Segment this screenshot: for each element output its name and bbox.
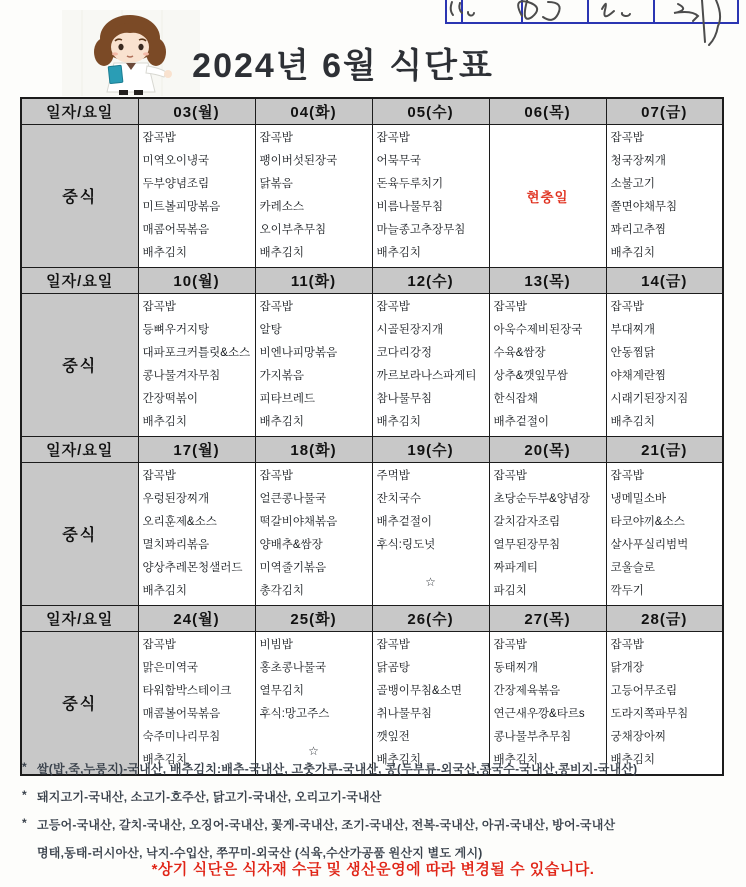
menu-item: 양배추&쌈장 [259,538,323,551]
menu-item: 닭개장 [610,661,644,674]
menu-item: 돈육두루치기 [376,177,444,190]
week-3-menu-row [21,462,723,605]
date-header: 19(수) [372,436,489,462]
menu-item: 총각김치 [259,584,304,597]
menu-item: 잡곡밥 [610,469,644,482]
menu-item: 후식:망고주스 [259,707,330,720]
week-1-date-header-row [21,98,723,124]
menu-item: 잡곡밥 [259,469,293,482]
menu-item: 잡곡밥 [142,131,176,144]
menu-item: 팽이버섯된장국 [259,154,338,167]
date-header: 27(목) [489,605,606,631]
menu-item: 부대찌개 [610,323,655,336]
menu-item: 떡갈비야채볶음 [259,515,338,528]
date-day-corner-label: 일자/요일 [21,267,138,293]
menu-cell [489,293,606,436]
date-header: 04(화) [255,98,372,124]
menu-cell [606,631,723,775]
date-header: 06(목) [489,98,606,124]
menu-cell [138,124,255,267]
menu-item: 갈치감자조림 [493,515,561,528]
menu-item: 배추김치 [142,753,187,766]
menu-item: 콩나물겨자무침 [142,369,221,382]
menu-item: 잡곡밥 [493,469,527,482]
menu-item: 배추김치 [376,246,421,259]
menu-item: 잡곡밥 [610,300,644,313]
menu-item: 연근새우깡&타르s [493,707,585,720]
menu-item: 배추김치 [610,415,655,428]
date-header: 10(월) [138,267,255,293]
date-day-corner-label: 일자/요일 [21,605,138,631]
change-notice: *상기 식단은 식자재 수급 및 생산운영에 따라 변경될 수 있습니다. [151,861,595,878]
footnote-line [22,788,738,816]
date-header: 21(금) [606,436,723,462]
menu-item: 주먹밥 [376,469,410,482]
week-4-menu-row [21,631,723,775]
menu-item: 잡곡밥 [610,638,644,651]
date-header: 07(금) [606,98,723,124]
menu-item: 등뼈우거지탕 [142,323,210,336]
footnote-line [22,816,738,844]
menu-item: 홍초콩나물국 [259,661,327,674]
menu-item: 잡곡밥 [376,131,410,144]
menu-item: 우렁된장찌개 [142,492,210,505]
menu-item: 배추김치 [610,246,655,259]
menu-cell [489,124,606,267]
menu-item: 초당순두부&양념장 [493,492,591,505]
menu-item: 잡곡밥 [493,300,527,313]
menu-cell [606,293,723,436]
menu-item: 비름나물무침 [376,200,444,213]
week-3-date-header-row [21,436,723,462]
footnote-bullet: * [22,760,27,774]
menu-item: 깍두기 [610,584,644,597]
menu-item: 매콤볼어묵볶음 [142,707,221,720]
date-header: 05(수) [372,98,489,124]
footnote-line [22,760,738,788]
menu-item: 배추김치 [142,415,187,428]
footnote-text: 돼지고기-국내산, 소고기-호주산, 닭고기-국내산, 오리고기-국내산 [37,790,382,804]
menu-cell [606,462,723,605]
menu-item: 깻잎전 [376,730,410,743]
menu-item: 동태찌개 [493,661,538,674]
menu-item: 파김치 [493,584,527,597]
menu-item: 어묵무국 [376,154,421,167]
menu-item: 잡곡밥 [142,300,176,313]
menu-item: 두부양념조림 [142,177,210,190]
date-day-corner-label: 일자/요일 [21,436,138,462]
menu-item: 타코야끼&소스 [610,515,685,528]
meal-label: 중식 [21,462,138,605]
star-symbol: ☆ [425,574,436,589]
menu-item: 멸치꽈리볶음 [142,538,210,551]
approval-cell-divider [521,0,523,22]
menu-cell [372,631,489,775]
menu-item: 고등어무조림 [610,684,678,697]
menu-item: 잡곡밥 [610,131,644,144]
approval-cell-divider [587,0,589,22]
menu-item: 맑은미역국 [142,661,199,674]
menu-item: 도라지쪽파무침 [610,707,689,720]
week-4-date-header-row [21,605,723,631]
menu-item: 비엔나피망볶음 [259,346,338,359]
menu-item: 배추김치 [376,415,421,428]
week-1-menu-row [21,124,723,267]
menu-cell [138,631,255,775]
menu-item: 잡곡밥 [259,300,293,313]
menu-item: 양상추레몬청샐러드 [142,561,243,574]
meal-label: 중식 [21,293,138,436]
menu-item: 후식:링도넛 [376,538,436,551]
menu-item: 배추김치 [610,753,655,766]
menu-item: 배추겉절이 [493,415,550,428]
menu-cell [372,462,489,605]
menu-item: 아욱수제비된장국 [493,323,583,336]
menu-item: 비빔밥 [259,638,293,651]
menu-item: 취나물무침 [376,707,433,720]
week-2-date-header-row [21,267,723,293]
menu-item: 잡곡밥 [376,300,410,313]
date-header: 11(화) [255,267,372,293]
menu-item: 야채계란찜 [610,369,667,382]
menu-item: 상추&깻잎무쌈 [493,369,568,382]
menu-item: 배추김치 [493,753,538,766]
date-header: 28(금) [606,605,723,631]
approval-stamp-box [445,0,739,24]
menu-item: 매콤어묵볶음 [142,223,210,236]
menu-item: 미역오이냉국 [142,154,210,167]
menu-item: 한식잡채 [493,392,538,405]
menu-item: 배추김치 [142,584,187,597]
page-title: 2024년 6월 식단표 [192,47,494,85]
menu-item: 쫄면야채무침 [610,200,678,213]
menu-item: 배추김치 [259,246,304,259]
footnote-text: 쌀(밥,죽,누룽지)-국내산, 배추김치:배추-국내산, 고춧가루-국내산, 콩(두부류-외국산,콩국수-국내산,콩비지-국내산) [37,762,638,776]
date-header: 20(목) [489,436,606,462]
menu-item: 수육&쌈장 [493,346,546,359]
menu-cell [255,631,372,775]
menu-item: 간장떡볶이 [142,392,199,405]
origin-footnotes [22,760,738,872]
menu-item: 소불고기 [610,177,655,190]
star-symbol: ☆ [308,743,319,758]
menu-item: 꽈리고추찜 [610,223,667,236]
menu-item: 골뱅이무침&소면 [376,684,462,697]
menu-item: 미트볼피망볶음 [142,200,221,213]
menu-item: 궁채장아찌 [610,730,667,743]
menu-item: 배추김치 [376,753,421,766]
date-header: 17(월) [138,436,255,462]
menu-item: 대파포크커틀릿&소스 [142,346,251,359]
menu-cell [255,124,372,267]
menu-item: 타워함박스테이크 [142,684,232,697]
menu-item: 숙주미나리무침 [142,730,221,743]
menu-item: 시래기된장지짐 [610,392,689,405]
date-header: 26(수) [372,605,489,631]
menu-cell [606,124,723,267]
meal-label: 중식 [21,631,138,775]
approval-cell-divider [653,0,655,22]
meal-label: 중식 [21,124,138,267]
menu-item: 살사푸실리범벅 [610,538,689,551]
date-day-corner-label: 일자/요일 [21,98,138,124]
menu-item: 콩나물부추무침 [493,730,572,743]
holiday-label: 현충일 [526,189,569,205]
menu-item: 오리훈제&소스 [142,515,217,528]
date-header: 14(금) [606,267,723,293]
menu-item: 시골된장지개 [376,323,444,336]
menu-cell [372,293,489,436]
menu-item: 배추김치 [142,246,187,259]
menu-cell [255,462,372,605]
menu-item: 참나물무침 [376,392,433,405]
menu-item: 가지볶음 [259,369,304,382]
menu-item: 간장제육볶음 [493,684,561,697]
week-2-menu-row [21,293,723,436]
menu-item: 열무된장무침 [493,538,561,551]
footnote-bullet: * [22,788,27,802]
date-header: 03(월) [138,98,255,124]
menu-cell [138,293,255,436]
date-header: 18(화) [255,436,372,462]
menu-item: 짜파게티 [493,561,538,574]
menu-item: 잡곡밥 [142,469,176,482]
menu-item: 닭곰탕 [376,661,410,674]
date-header: 24(월) [138,605,255,631]
menu-item: 안동찜닭 [610,346,655,359]
menu-item: 닭볶음 [259,177,293,190]
menu-item: 얼큰콩나물국 [259,492,327,505]
menu-item: 잡곡밥 [493,638,527,651]
menu-item: 코울슬로 [610,561,655,574]
menu-item: 카레소스 [259,200,304,213]
menu-item: 청국장찌개 [610,154,667,167]
menu-item: 까르보라나스파게티 [376,369,477,382]
menu-item: 잡곡밥 [376,638,410,651]
menu-cell [372,124,489,267]
menu-cell [489,631,606,775]
menu-item: 코다리강정 [376,346,433,359]
menu-table [20,97,724,776]
approval-cell-divider [461,0,463,22]
menu-item: 오이부추무침 [259,223,327,236]
menu-cell [489,462,606,605]
menu-cell [255,293,372,436]
menu-item: 배추김치 [259,415,304,428]
date-header: 25(화) [255,605,372,631]
menu-item: 잔치국수 [376,492,421,505]
menu-item: 잡곡밥 [142,638,176,651]
menu-item: 잡곡밥 [259,131,293,144]
menu-item: 열무김치 [259,684,304,697]
footnote-bullet: * [22,816,27,830]
menu-item: 미역줄기볶음 [259,561,327,574]
menu-item: 배추겉절이 [376,515,433,528]
footnote-text: 고등어-국내산, 갈치-국내산, 오징어-국내산, 꽃게-국내산, 조기-국내산, 전복-국내산, 아귀-국내산, 방어-국내산 [37,818,616,832]
menu-item: 알탕 [259,323,282,336]
menu-cell [138,462,255,605]
menu-item: 냉메밀소바 [610,492,667,505]
date-header: 12(수) [372,267,489,293]
footnote-text: 명태,동태-러시아산, 낙지-수입산, 쭈꾸미-외국산 (식육,수산가공품 원산지 별도 게시) [37,846,483,860]
menu-item: 피타브레드 [259,392,316,405]
date-header: 13(목) [489,267,606,293]
menu-item: 마늘종고추장무침 [376,223,466,236]
